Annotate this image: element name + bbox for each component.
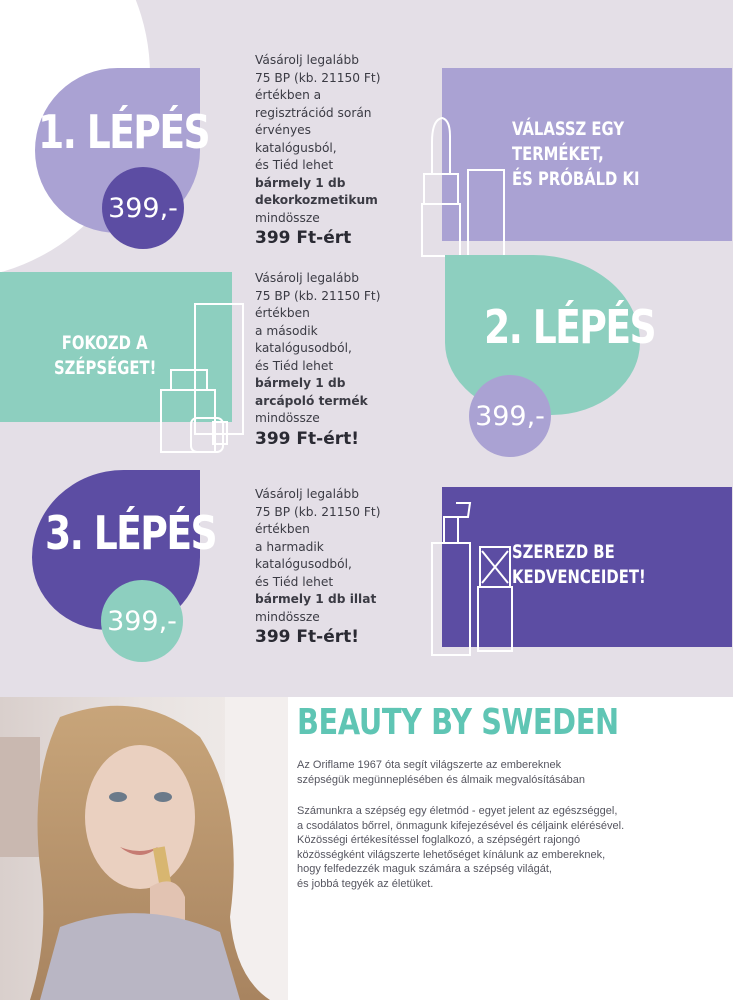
body-line: hogy felfedezzék maguk számára a szépség világát,: [297, 863, 552, 876]
desc-bold: arcápoló termék: [255, 393, 368, 408]
panel-line: VÁLASSZ EGY: [512, 118, 625, 140]
desc-tail: mindössze: [255, 609, 320, 624]
panel-line: ÉS PRÓBÁLD KI: [512, 168, 640, 190]
desc-price: 399 Ft-ért!: [255, 627, 359, 647]
desc-price: 399 Ft-ért!: [255, 428, 359, 449]
desc-line: a harmadik: [255, 539, 324, 554]
step2-title: 2. LÉPÉS: [484, 300, 655, 354]
desc-bold: bármely 1 db: [255, 376, 346, 390]
desc-line: Vásárolj legalább: [255, 487, 359, 501]
desc-line: 75 BP (kb. 21150 Ft): [255, 70, 381, 85]
desc-line: értékben: [255, 522, 310, 536]
skincare-jar-icon: [155, 300, 250, 460]
panel-line: FOKOZD A: [61, 332, 148, 354]
step1-price: 399,-: [102, 167, 184, 249]
desc-line: Vásárolj legalább: [255, 53, 359, 67]
step2-panel-text: [54, 331, 155, 381]
step2-description: [255, 270, 395, 450]
desc-line: a második: [255, 323, 318, 338]
model-photo: [0, 697, 288, 1000]
step3-title: 3. LÉPÉS: [45, 506, 216, 560]
desc-line: katalógusból,: [255, 140, 337, 155]
step1-panel-text: [512, 117, 640, 192]
desc-line: regisztrációd során: [255, 105, 372, 120]
panel-line: SZÉPSÉGET!: [54, 357, 157, 379]
desc-bold: bármely 1 db: [255, 175, 346, 190]
desc-line: értékben: [255, 306, 310, 320]
desc-line: Vásárolj legalább: [255, 271, 359, 285]
desc-line: érvényes: [255, 123, 312, 137]
beauty-intro: [297, 758, 657, 787]
perfume-bottle-icon: [426, 497, 516, 659]
desc-line: katalógusodból,: [255, 557, 352, 571]
panel-line: TERMÉKET,: [512, 143, 604, 165]
step3-price: 399,-: [101, 580, 183, 662]
desc-line: és Tiéd lehet: [255, 358, 334, 373]
desc-line: értékben a: [255, 88, 322, 102]
panel-line: SZEREZD BE: [512, 541, 615, 563]
lipstick-icon: [418, 112, 518, 260]
desc-bold: dekorkozmetikum: [255, 193, 378, 207]
desc-line: és Tiéd lehet: [255, 574, 334, 589]
desc-tail: mindössze: [255, 411, 320, 425]
desc-line: katalógusodból,: [255, 341, 352, 355]
beauty-body: [297, 804, 657, 892]
panel-line: KEDVENCEIDET!: [512, 566, 646, 588]
body-line: Számunkra a szépség egy életmód - egyet jelent az egészséggel,: [297, 805, 618, 817]
body-line: Közösségi értékesítéssel foglalkozó, a szépségért rajongó: [297, 834, 581, 847]
body-line: és jobbá tegyék az életüket.: [297, 877, 434, 890]
desc-price: 399 Ft-ért: [255, 228, 352, 248]
desc-line: 75 BP (kb. 21150 Ft): [255, 288, 381, 303]
step3-description: [255, 486, 395, 648]
desc-line: 75 BP (kb. 21150 Ft): [255, 504, 381, 519]
step2-price: 399,-: [469, 375, 551, 457]
intro-line: Az Oriflame 1967 óta segít világszerte az embereknek: [297, 759, 562, 771]
body-line: a csodálatos bőrrel, önmagunk kifejezésével és céljaink elérésével.: [297, 819, 625, 832]
step3-panel-text: [512, 540, 646, 590]
step1-description: [255, 52, 395, 249]
desc-line: és Tiéd lehet: [255, 158, 334, 172]
body-line: közösségként világszerte lehetőséget kínálunk az embereknek,: [297, 848, 606, 861]
step1-title: 1. LÉPÉS: [38, 105, 209, 159]
desc-bold: bármely 1 db illat: [255, 592, 377, 606]
beauty-title: BEAUTY BY SWEDEN: [297, 702, 619, 743]
desc-tail: mindössze: [255, 210, 320, 225]
intro-line: szépségük megünneplésében és álmaik megvalósításában: [297, 773, 586, 786]
